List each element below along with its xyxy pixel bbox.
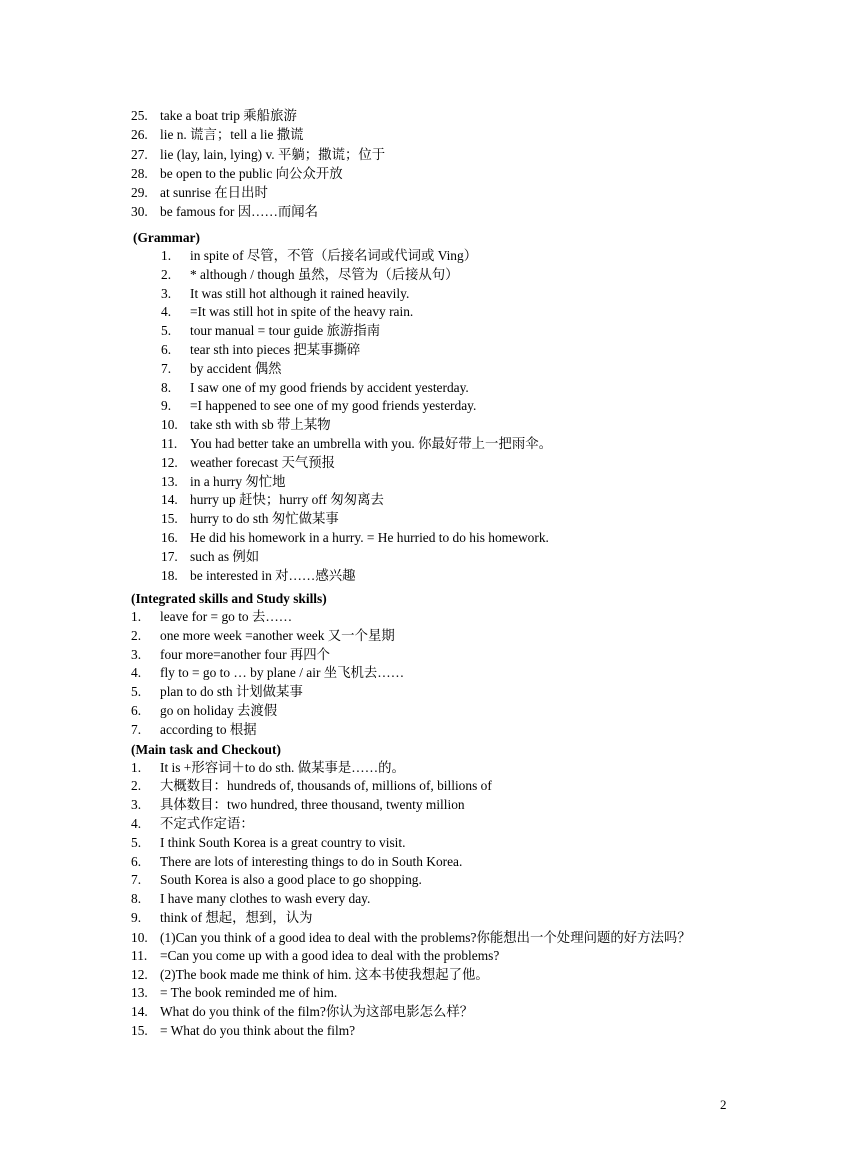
item-number: 6.: [161, 341, 172, 357]
item-text: such as 例如: [190, 548, 260, 564]
item-text: lie (lay, lain, lying) v. 平躺；撒谎；位于: [160, 146, 386, 162]
list-item: [131, 646, 725, 665]
item-text: weather forecast 天气预报: [190, 454, 336, 470]
item-text: South Korea is also a good place to go shopping.: [160, 872, 422, 888]
item-number: 11.: [131, 947, 148, 963]
section-heading-integrated-skills: (Integrated skills and Study skills): [131, 591, 327, 606]
list-item: [131, 721, 725, 740]
list-item: [131, 834, 725, 853]
item-number: 16.: [161, 529, 178, 545]
section-heading-main-task: (Main task and Checkout): [131, 741, 281, 757]
list-item: [131, 947, 725, 966]
item-number: 1.: [131, 609, 142, 624]
item-number: 2.: [161, 266, 172, 282]
item-text: 不定式作定语：: [160, 815, 254, 831]
item-text: take a boat trip 乘船旅游: [160, 108, 297, 123]
item-number: 13.: [161, 473, 178, 489]
item-number: 11.: [161, 435, 178, 451]
item-number: 9.: [131, 909, 142, 925]
item-number: 25.: [131, 108, 148, 123]
item-number: 17.: [161, 548, 178, 564]
item-text: What do you think of the film?你认为这部电影怎么样？: [160, 1004, 474, 1020]
list-item: [131, 777, 725, 796]
item-text: leave for = go to 去……: [160, 609, 293, 624]
item-number: 26.: [131, 127, 148, 143]
item-number: 27.: [131, 146, 148, 162]
item-text: tear sth into pieces 把某事撕碎: [190, 341, 361, 357]
item-number: 28.: [131, 165, 148, 181]
item-number: 14.: [161, 492, 178, 508]
item-text: one more week =another week 又一个星期: [160, 627, 395, 643]
item-text: in a hurry 匆忙地: [190, 473, 286, 489]
item-number: 14.: [131, 1004, 148, 1020]
item-text: =I happened to see one of my good friends yesterday.: [190, 398, 477, 414]
item-text: You had better take an umbrella with you. 你最好带上一把雨伞。: [190, 435, 552, 451]
item-text: lie n. 谎言；tell a lie 撒谎: [160, 127, 304, 143]
section-heading-grammar: (Grammar): [133, 230, 200, 245]
item-number: 2.: [131, 627, 142, 643]
item-text: think of 想起，想到，认为: [160, 909, 313, 925]
page-number: 2: [720, 1097, 727, 1112]
item-number: 5.: [161, 323, 172, 339]
item-text: be famous for 因……而闻名: [160, 204, 319, 220]
item-text: It was still hot although it rained heavily.: [190, 285, 410, 301]
item-text: 具体数目：two hundred, three thousand, twenty million: [160, 797, 465, 813]
item-text: be open to the public 向公众开放: [160, 165, 343, 181]
list-item: [131, 608, 725, 627]
list-item: [131, 966, 725, 985]
item-text: =Can you come up with a good idea to deal with the problems?: [160, 947, 500, 963]
item-number: 1.: [161, 248, 172, 263]
item-text: at sunrise 在日出时: [160, 185, 268, 201]
list-item: [131, 796, 725, 815]
item-text: be interested in 对……感兴趣: [190, 567, 356, 583]
item-number: 4.: [131, 665, 142, 681]
item-number: 5.: [131, 834, 142, 850]
list-item: [131, 853, 725, 872]
item-text: 大概数目：hundreds of, thousands of, millions of, billions of: [160, 778, 492, 794]
list-item: [131, 702, 725, 721]
item-text: = What do you think about the film?: [160, 1022, 356, 1038]
list-item: [131, 909, 725, 928]
item-number: 9.: [161, 398, 172, 414]
list-item: [131, 664, 725, 683]
item-number: 2.: [131, 778, 142, 794]
list-item: [131, 759, 725, 778]
item-text: plan to do sth 计划做某事: [160, 684, 303, 700]
item-number: 3.: [161, 285, 172, 301]
item-number: 3.: [131, 646, 142, 662]
item-number: 8.: [161, 379, 172, 395]
item-number: 10.: [161, 417, 178, 433]
item-number: 8.: [131, 891, 142, 907]
item-text: (1)Can you think of a good idea to deal with the problems?你能想出一个处理问题的好方法吗？: [160, 929, 691, 945]
item-text: in spite of 尽管，不管（后接名词或代词或 Ving）: [190, 248, 478, 263]
list-item: [131, 984, 725, 1003]
list-item: [131, 1022, 725, 1041]
item-text: go on holiday 去渡假: [160, 702, 278, 718]
item-number: 7.: [161, 360, 172, 376]
item-number: 6.: [131, 853, 142, 869]
item-text: according to 根据: [160, 721, 257, 737]
item-text: There are lots of interesting things to do in South Korea.: [160, 853, 463, 869]
item-text: hurry up 赶快；hurry off 匆匆离去: [190, 492, 384, 508]
item-number: 7.: [131, 721, 142, 737]
list-item: [131, 1003, 725, 1022]
item-number: 10.: [131, 929, 148, 945]
list-item: [131, 683, 725, 702]
item-number: 4.: [131, 815, 142, 831]
item-number: 3.: [131, 797, 142, 813]
item-text: (2)The book made me think of him. 这本书使我想起了他。: [160, 966, 489, 982]
item-number: 5.: [131, 684, 142, 700]
item-number: 29.: [131, 185, 148, 201]
item-text: =It was still hot in spite of the heavy rain.: [190, 304, 414, 320]
item-number: 18.: [161, 567, 178, 583]
item-number: 30.: [131, 204, 148, 220]
item-text: I saw one of my good friends by accident yesterday.: [190, 379, 469, 395]
list-item: [131, 890, 725, 909]
lower-sections: [131, 589, 725, 1041]
item-text: take sth with sb 带上某物: [190, 417, 331, 433]
item-text: He did his homework in a hurry. = He hurried to do his homework.: [190, 529, 549, 545]
item-text: four more=another four 再四个: [160, 646, 331, 662]
item-number: 12.: [131, 966, 148, 982]
item-number: 4.: [161, 304, 172, 320]
item-text: fly to = go to … by plane / air 坐飞机去……: [160, 665, 405, 681]
list-item: [131, 871, 725, 890]
item-text: by accident 偶然: [190, 360, 282, 376]
item-text: tour manual = tour guide 旅游指南: [190, 323, 381, 339]
list-item: [131, 627, 725, 646]
list-item: [131, 815, 725, 834]
item-text: I think South Korea is a great country to visit.: [160, 834, 406, 850]
item-number: 15.: [161, 511, 178, 527]
item-text: * although / though 虽然，尽管为（后接从句）: [190, 266, 459, 282]
item-text: It is +形容词＋to do sth. 做某事是……的。: [160, 759, 405, 775]
item-number: 15.: [131, 1022, 148, 1038]
list-item-wrapped: [131, 928, 725, 947]
item-number: 6.: [131, 702, 142, 718]
item-number: 13.: [131, 985, 148, 1001]
item-number: 1.: [131, 759, 142, 775]
item-text: hurry to do sth 匆忙做某事: [190, 511, 339, 527]
grammar-heading-block: [133, 228, 200, 247]
item-text: I have many clothes to wash every day.: [160, 891, 371, 907]
item-number: 7.: [131, 872, 142, 888]
item-text: = The book reminded me of him.: [160, 985, 338, 1001]
item-number: 12.: [161, 454, 178, 470]
